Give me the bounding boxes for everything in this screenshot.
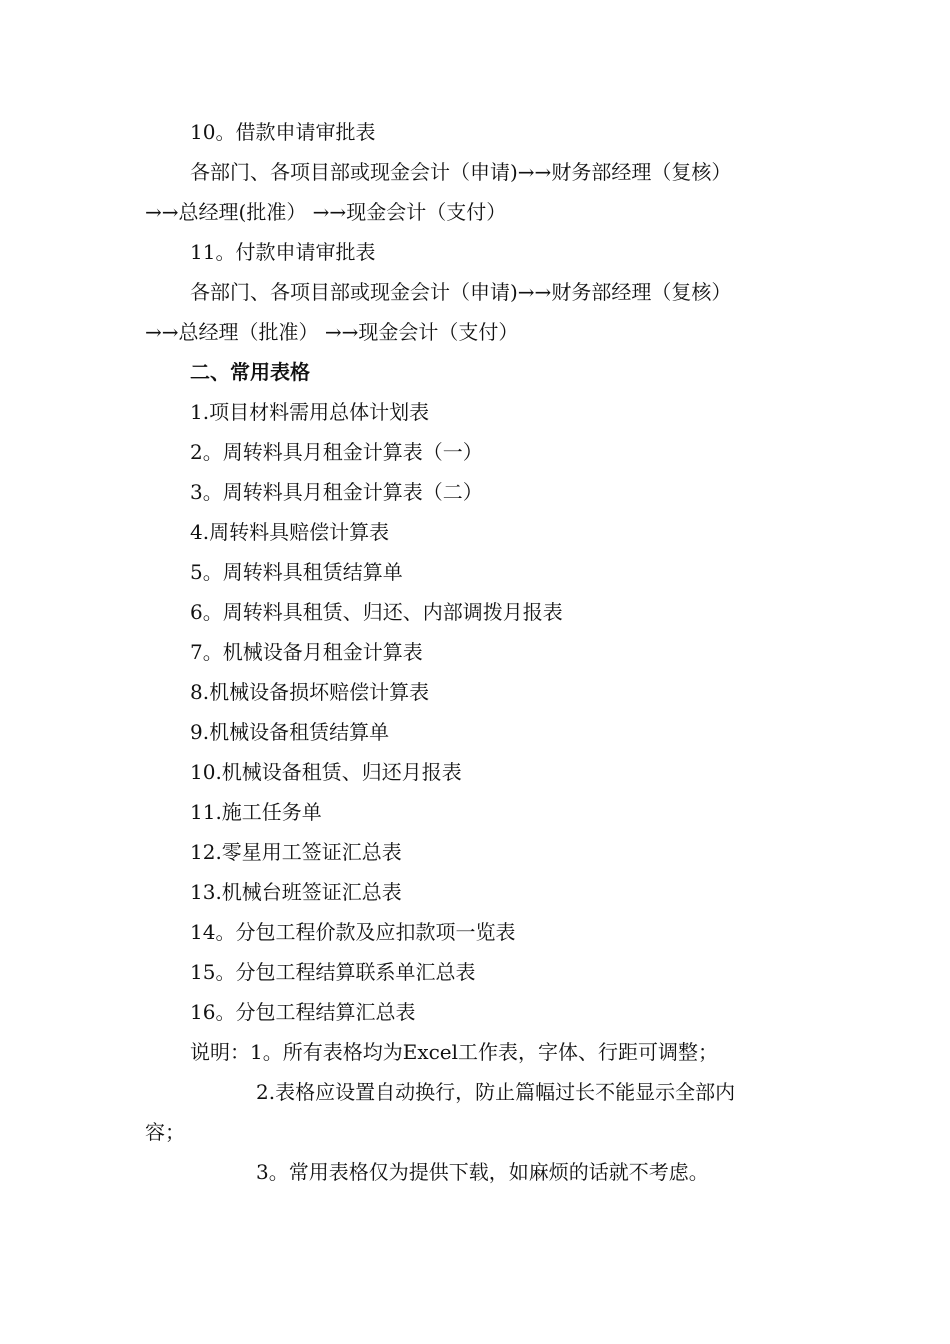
item11-flow-line2: →→总经理（批准） →→现金会计（支付） (145, 320, 519, 344)
form-list-item: 6。周转料具租赁、归还、内部调拨月报表 (190, 600, 563, 624)
section-heading: 二、常用表格 (190, 360, 310, 384)
notes-line2b: 容； (145, 1120, 185, 1144)
notes-line2a: 2.表格应设置自动换行，防止篇幅过长不能显示全部内 (256, 1080, 736, 1104)
form-list-item: 14。分包工程价款及应扣款项一览表 (190, 920, 516, 944)
form-list-item: 9.机械设备租赁结算单 (190, 720, 390, 744)
form-list-item: 10.机械设备租赁、归还月报表 (190, 760, 462, 784)
item11-flow-line1: 各部门、各项目部或现金会计（申请)→→财务部经理（复核） (190, 280, 732, 304)
form-list-item: 7。机械设备月租金计算表 (190, 640, 423, 664)
form-list-item: 8.机械设备损坏赔偿计算表 (190, 680, 430, 704)
form-list-item: 5。周转料具租赁结算单 (190, 560, 403, 584)
form-list-item: 3。周转料具月租金计算表（二） (190, 480, 483, 504)
notes-line3: 3。常用表格仅为提供下载，如麻烦的话就不考虑。 (256, 1160, 709, 1184)
item10-title: 10。借款申请审批表 (190, 120, 376, 144)
item11-title: 11。付款申请审批表 (190, 240, 376, 264)
item10-flow-line1: 各部门、各项目部或现金会计（申请)→→财务部经理（复核） (190, 160, 732, 184)
form-list-item: 15。分包工程结算联系单汇总表 (190, 960, 476, 984)
form-list-item: 4.周转料具赔偿计算表 (190, 520, 390, 544)
form-list-item: 16。分包工程结算汇总表 (190, 1000, 416, 1024)
form-list-item: 13.机械台班签证汇总表 (190, 880, 402, 904)
form-list-item: 11.施工任务单 (190, 800, 322, 824)
form-list-item: 2。周转料具月租金计算表（一） (190, 440, 483, 464)
form-list-item: 1.项目材料需用总体计划表 (190, 400, 430, 424)
notes-line1: 说明：1。所有表格均为Excel工作表，字体、行距可调整； (190, 1040, 719, 1064)
form-list-item: 12.零星用工签证汇总表 (190, 840, 402, 864)
item10-flow-line2: →→总经理(批准） →→现金会计（支付） (145, 200, 507, 224)
